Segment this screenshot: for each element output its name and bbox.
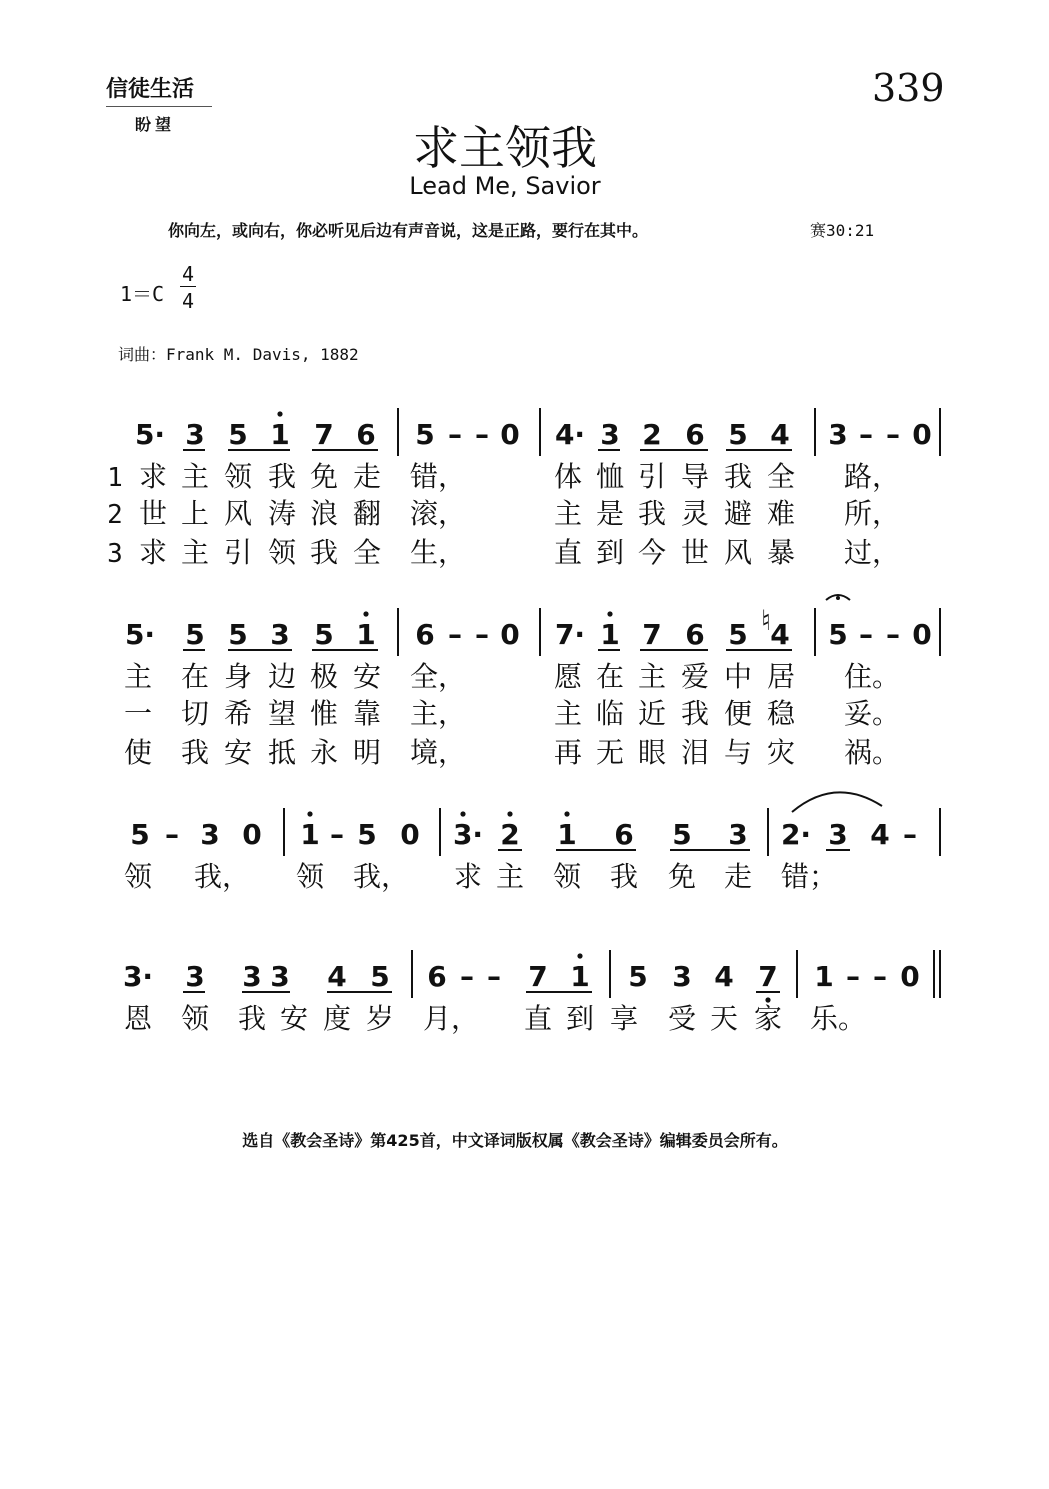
note: 1 <box>300 818 320 851</box>
note: 5 <box>370 960 390 993</box>
lyric-char: 引 <box>224 536 253 569</box>
note: 0 <box>500 418 520 451</box>
lyric-char: 极 <box>310 660 339 693</box>
note: – <box>487 960 501 993</box>
note: 6 <box>685 618 705 651</box>
note: 3 <box>185 418 205 451</box>
note: 3 <box>600 418 620 451</box>
time-signature-bottom: 4 <box>181 289 195 313</box>
note: 4 <box>870 818 890 851</box>
note: 4 <box>770 418 790 451</box>
lyric-char: 领 <box>553 860 582 893</box>
note: 5 <box>415 418 435 451</box>
lyric-char: 错； <box>781 860 838 893</box>
note: – <box>859 418 873 451</box>
note: 7 <box>758 960 778 993</box>
note: – <box>330 818 344 851</box>
note: 3 <box>672 960 692 993</box>
note: 2 <box>642 418 662 451</box>
lyric-char: 永 <box>310 736 339 769</box>
lyric-char: 免 <box>310 460 339 493</box>
lyric-char: 主 <box>181 536 210 569</box>
lyric-char: 天 <box>710 1002 739 1035</box>
lyric-char: 浪 <box>310 497 339 530</box>
lyric-char: 全 <box>767 460 796 493</box>
lyric-char: 居 <box>767 660 796 693</box>
lyric-char: 主 <box>496 860 525 893</box>
note: 5 <box>672 818 692 851</box>
note: 4 <box>327 960 347 993</box>
lyric-char: 求 <box>454 860 483 893</box>
note: 3 <box>185 960 205 993</box>
copyright-footer: 选自《教会圣诗》第425首，中文译词版权属《教会圣诗》编辑委员会所有。 <box>242 1131 788 1150</box>
lyric-char: 希 <box>224 697 253 730</box>
note: 4· <box>554 418 586 451</box>
note: 5 <box>228 618 248 651</box>
lyric-char: 惟 <box>310 697 339 730</box>
lyric-char: 我 <box>610 860 639 893</box>
lyric-char: 靠 <box>353 697 382 730</box>
lyric-char: 世 <box>681 536 710 569</box>
lyric-char: 翻 <box>353 497 382 530</box>
lyric-char: 享 <box>610 1002 639 1035</box>
note: 1 <box>356 618 376 651</box>
lyric-char: 今 <box>638 536 667 569</box>
note: – <box>165 818 179 851</box>
scripture-reference: 赛30:21 <box>810 221 875 240</box>
note: 7 <box>528 960 548 993</box>
lyric-char: 我 <box>681 697 710 730</box>
lyric-char: 在 <box>596 660 625 693</box>
verse-number: 1 <box>107 463 123 493</box>
note: 3 <box>270 618 290 651</box>
lyric-char: 祸。 <box>844 736 901 769</box>
note: 1 <box>814 960 834 993</box>
note: 1 <box>570 960 590 993</box>
lyric-char: 避 <box>724 497 753 530</box>
lyric-char: 灵 <box>681 497 710 530</box>
note: 0 <box>912 618 932 651</box>
scripture-verse: 你向左，或向右，你必听见后边有声音说，这是正路，要行在其中。 <box>168 221 649 240</box>
lyric-char: 稳 <box>767 697 796 730</box>
lyric-char: 中 <box>724 660 753 693</box>
lyric-char: 再 <box>554 736 583 769</box>
lyric-char: 爱 <box>681 660 710 693</box>
lyric-char: 安 <box>280 1002 309 1035</box>
note: – <box>448 418 462 451</box>
note: 6 <box>685 418 705 451</box>
lyric-char: 我 <box>310 536 339 569</box>
note: – <box>903 818 917 851</box>
composer-credit: 词曲：Frank M. Davis, 1882 <box>118 345 359 364</box>
hymn-title: 求主领我 <box>413 121 597 175</box>
note: – <box>448 618 462 651</box>
high-octave-dot <box>507 811 512 816</box>
lyric-char: 恤 <box>596 460 625 493</box>
lyric-char: 我， <box>353 860 410 893</box>
note: 3· <box>122 960 154 993</box>
lyric-char: 免 <box>668 860 697 893</box>
note: 5 <box>357 818 377 851</box>
note: 7 <box>642 618 662 651</box>
lyric-char: 到 <box>596 536 625 569</box>
lyric-char: 难 <box>767 497 796 530</box>
lyric-char: 世 <box>139 497 168 530</box>
note: 1 <box>600 618 620 651</box>
lyric-char: 妥。 <box>844 697 901 730</box>
note: 1 <box>270 418 290 451</box>
note: 5· <box>124 618 156 651</box>
note: 4 <box>714 960 734 993</box>
key-signature: 1＝C <box>120 282 165 306</box>
lyric-char: 到 <box>566 1002 595 1035</box>
lyric-char: 与 <box>724 736 753 769</box>
lyric-char: 主 <box>554 497 583 530</box>
lyric-char: 我 <box>181 736 210 769</box>
high-octave-dot <box>607 611 612 616</box>
note: – <box>475 618 489 651</box>
lyric-char: 受 <box>668 1002 697 1035</box>
note: – <box>873 960 887 993</box>
lyric-char: 使 <box>124 736 153 769</box>
note: 6 <box>427 960 447 993</box>
lyric-char: 走 <box>353 460 382 493</box>
lyric-char: 领 <box>181 1002 210 1035</box>
note: 0 <box>500 618 520 651</box>
lyric-char: 求 <box>139 460 168 493</box>
lyric-char: 身 <box>224 660 253 693</box>
lyric-char: 是 <box>596 497 625 530</box>
lyric-char: 走 <box>724 860 753 893</box>
lyric-char: 路， <box>844 460 901 493</box>
lyric-char: 边 <box>268 660 297 693</box>
hymn-number: 339 <box>872 66 945 110</box>
verse-number: 2 <box>107 500 123 530</box>
lyric-char: 体 <box>554 460 583 493</box>
lyric-char: 生， <box>410 536 467 569</box>
lyric-char: 一 <box>124 697 153 730</box>
slur-arc <box>792 792 882 812</box>
note: 7· <box>554 618 586 651</box>
lyric-char: 便 <box>724 697 753 730</box>
lyric-char: 主 <box>181 460 210 493</box>
lyric-char: 我， <box>194 860 251 893</box>
note: 2· <box>780 818 812 851</box>
lyric-char: 无 <box>596 736 625 769</box>
lyric-char: 滚， <box>410 497 467 530</box>
note: 5 <box>828 618 848 651</box>
lyric-char: 灾 <box>767 736 796 769</box>
lyric-char: 领 <box>296 860 325 893</box>
lyric-char: 主 <box>638 660 667 693</box>
note: 6 <box>614 818 634 851</box>
note: 0 <box>242 818 262 851</box>
lyric-char: 全， <box>410 660 467 693</box>
lyric-char: 领 <box>124 860 153 893</box>
lyric-char: 全 <box>353 536 382 569</box>
lyric-char: 度 <box>323 1002 352 1035</box>
lyric-char: 直 <box>554 536 583 569</box>
high-octave-dot <box>460 811 465 816</box>
lyric-char: 临 <box>596 697 625 730</box>
subcategory-label: 盼望 <box>135 115 176 134</box>
lyric-char: 我 <box>238 1002 267 1035</box>
lyric-char: 主， <box>410 697 467 730</box>
lyric-char: 所， <box>844 497 901 530</box>
lyric-char: 住。 <box>844 660 901 693</box>
lyric-char: 近 <box>638 697 667 730</box>
lyric-char: 安 <box>224 736 253 769</box>
lyric-char: 求 <box>139 536 168 569</box>
note: 3 <box>270 960 290 993</box>
lyric-char: 境， <box>410 736 467 769</box>
note: 3 <box>828 418 848 451</box>
lyric-char: 上 <box>181 497 210 530</box>
lyric-char: 在 <box>181 660 210 693</box>
lyric-char: 过， <box>844 536 901 569</box>
category-label: 信徒生活 <box>106 72 212 107</box>
lyric-char: 月， <box>423 1002 480 1035</box>
note: – <box>886 418 900 451</box>
note: 5 <box>185 618 205 651</box>
note: 4 <box>770 618 790 651</box>
note: 5 <box>628 960 648 993</box>
lyric-char: 明 <box>353 736 382 769</box>
high-octave-dot <box>307 811 312 816</box>
lyric-char: 眼 <box>638 736 667 769</box>
verse-number: 3 <box>107 539 123 569</box>
note: 0 <box>912 418 932 451</box>
lyric-char: 主 <box>554 697 583 730</box>
note: 5 <box>314 618 334 651</box>
lyric-char: 愿 <box>554 660 583 693</box>
high-octave-dot <box>277 411 282 416</box>
note: 5 <box>728 618 748 651</box>
lyric-char: 恩 <box>124 1002 153 1035</box>
lyric-char: 泪 <box>681 736 710 769</box>
lyric-char: 错， <box>410 460 467 493</box>
time-signature-top: 4 <box>181 262 195 286</box>
note: 5 <box>130 818 150 851</box>
note: 5 <box>228 418 248 451</box>
note: 6 <box>415 618 435 651</box>
note: 0 <box>400 818 420 851</box>
note: 3 <box>828 818 848 851</box>
note: – <box>886 618 900 651</box>
lyric-char: 我 <box>638 497 667 530</box>
note: – <box>475 418 489 451</box>
high-octave-dot <box>363 611 368 616</box>
lyric-char: 引 <box>638 460 667 493</box>
note: 3 <box>200 818 220 851</box>
lyric-char: 导 <box>681 460 710 493</box>
note: 3 <box>242 960 262 993</box>
lyric-char: 直 <box>524 1002 553 1035</box>
lyric-char: 我 <box>724 460 753 493</box>
hymn-subtitle: Lead Me, Savior <box>409 172 601 200</box>
high-octave-dot <box>577 953 582 958</box>
lyric-char: 乐。 <box>810 1002 867 1035</box>
lyric-char: 安 <box>353 660 382 693</box>
note: 3· <box>452 818 484 851</box>
note: 5· <box>134 418 166 451</box>
lyric-char: 领 <box>268 536 297 569</box>
lyric-char: 主 <box>124 660 153 693</box>
note: 0 <box>900 960 920 993</box>
note: – <box>460 960 474 993</box>
lyric-char: 涛 <box>268 497 297 530</box>
note: 7 <box>314 418 334 451</box>
lyric-char: 望 <box>268 697 297 730</box>
lyric-char: 家 <box>754 1002 783 1035</box>
note: 2 <box>500 818 520 851</box>
lyric-char: 风 <box>724 536 753 569</box>
lyric-char: 领 <box>224 460 253 493</box>
lyric-char: 暴 <box>767 536 796 569</box>
note: 3 <box>728 818 748 851</box>
note: 6 <box>356 418 376 451</box>
note: 5 <box>728 418 748 451</box>
fermata-dot <box>836 596 840 600</box>
lyric-char: 我 <box>268 460 297 493</box>
note: 1 <box>557 818 577 851</box>
lyric-char: 切 <box>181 697 210 730</box>
lyric-char: 风 <box>224 497 253 530</box>
lyric-char: 抵 <box>268 736 297 769</box>
note: – <box>859 618 873 651</box>
note: – <box>846 960 860 993</box>
lyric-char: 岁 <box>366 1002 395 1035</box>
natural-sign: ♮ <box>760 604 772 637</box>
high-octave-dot <box>564 811 569 816</box>
